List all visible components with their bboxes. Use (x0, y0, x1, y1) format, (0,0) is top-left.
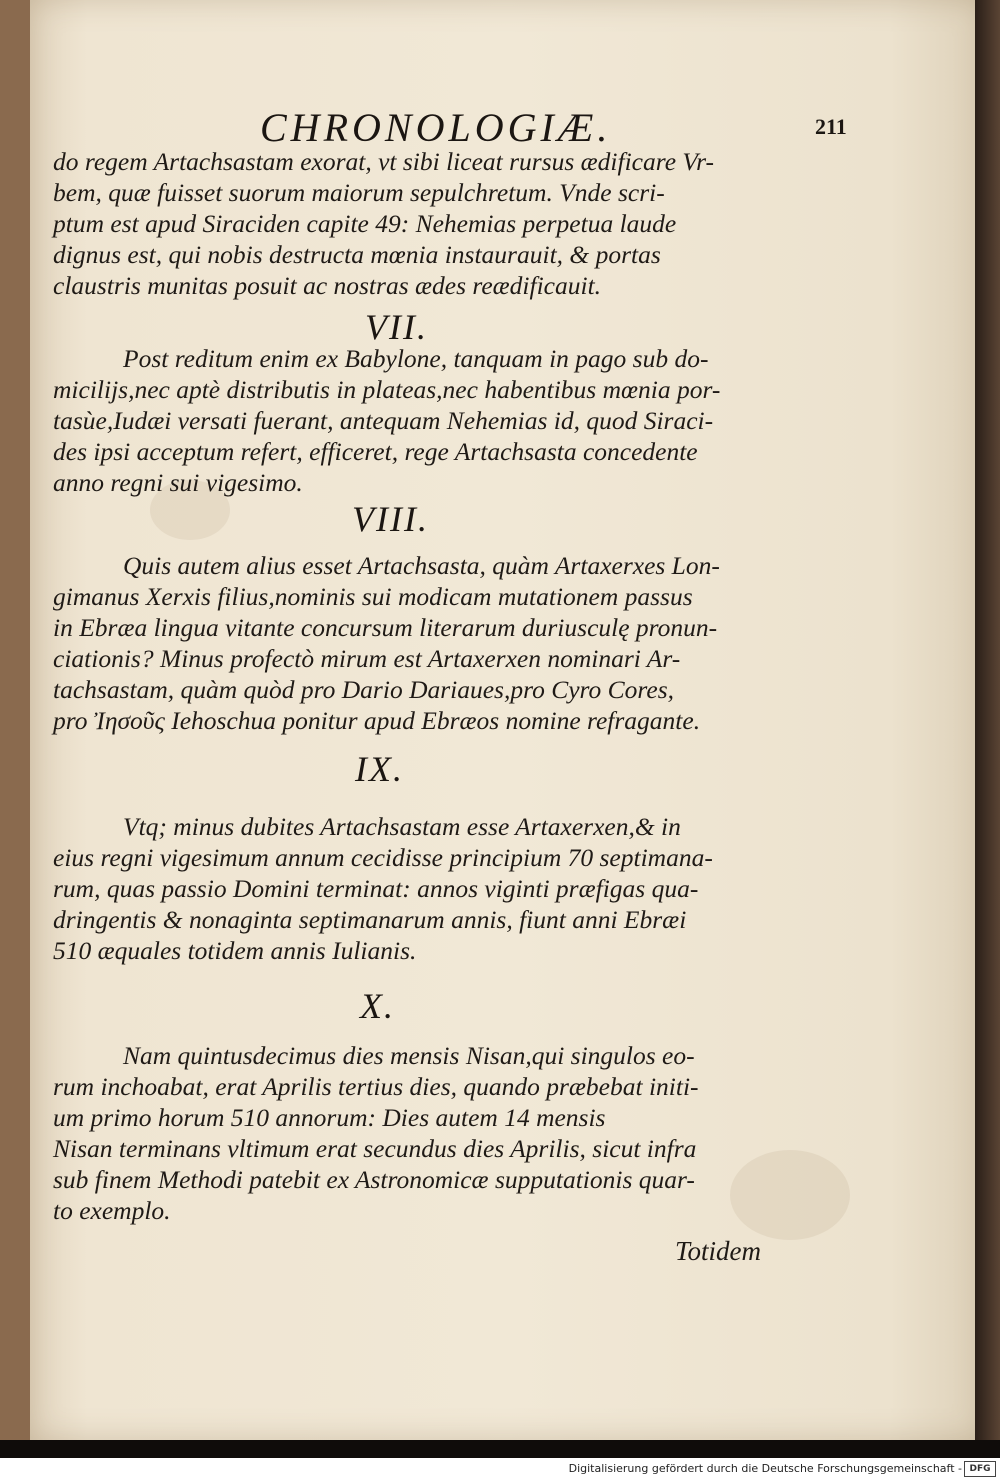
paragraph-section-7 (53, 343, 813, 498)
paragraph-section-9 (53, 811, 813, 966)
footer-credit: Digitalisierung gefördert durch die Deutsche Forschungsgemeinschaft - (568, 1462, 962, 1475)
paragraph-section-10 (53, 1040, 813, 1226)
text-line: dignus est, qui nobis destructa mœnia instaurauit, & portas (53, 240, 661, 269)
text-line: Nisan terminans vltimum erat secundus dies Aprilis, sicut infra (53, 1134, 697, 1163)
text-line: tachsastam, quàm quòd pro Dario Dariaues,pro Cyro Cores, (53, 675, 674, 704)
text-line: do regem Artachsastam exorat, vt sibi liceat rursus ædificare Vr- (53, 147, 715, 176)
text-line: tasùe,Iudæi versati fuerant, antequam Nehemias id, quod Siraci- (53, 406, 714, 435)
catchword: Totidem (675, 1236, 762, 1266)
text-line: ptum est apud Siraciden capite 49: Nehemias perpetua laude (53, 209, 677, 238)
text-line: in Ebræa lingua vitante concursum literarum duriusculę pronun- (53, 613, 718, 642)
section-heading: IX. (355, 749, 404, 789)
text-line: um primo horum 510 annorum: Dies autem 14 mensis (53, 1103, 606, 1132)
text-line: to exemplo. (53, 1196, 171, 1225)
text-line: sub finem Methodi patebit ex Astronomicæ supputationis quar- (53, 1165, 695, 1194)
text-line: Quis autem alius esset Artachsasta, quàm Artaxerxes Lon- (123, 551, 720, 580)
section-heading: VII. (365, 307, 428, 347)
text-line: rum, quas passio Domini terminat: annos viginti præfigas qua- (53, 874, 699, 903)
text-line: dringentis & nonaginta septimanarum annis, fiunt anni Ebræi (53, 905, 687, 934)
digitization-footer (0, 1458, 1000, 1479)
text-line: eius regni vigesimum annum cecidisse principium 70 septimana- (53, 843, 713, 872)
text-line: 510 æquales totidem annis Iulianis. (53, 936, 417, 965)
page-edge (975, 0, 1000, 1440)
text-line: claustris munitas posuit ac nostras ædes reædificauit. (53, 271, 602, 300)
text-line: rum inchoabat, erat Aprilis tertius dies, quando præbebat initi- (53, 1072, 699, 1101)
paragraph-opening (53, 146, 813, 301)
text-line: bem, quæ fuisset suorum maiorum sepulchretum. Vnde scri- (53, 178, 665, 207)
text-line: des ipsi acceptum refert, efficeret, rege Artachsasta concedente (53, 437, 698, 466)
scan-bottom-edge (0, 1440, 1000, 1458)
section-heading: VIII. (352, 499, 429, 539)
text-line: pro Ἰησοῦς Iehoschua ponitur apud Ebræos nomine refragante. (53, 706, 701, 735)
text-line: Post reditum enim ex Babylone, tanquam in pago sub do- (123, 344, 709, 373)
text-line: Vtq; minus dubites Artachsastam esse Artaxerxen,& in (123, 812, 681, 841)
text-line: ciationis? Minus profectò mirum est Artaxerxen nominari Ar- (53, 644, 681, 673)
text-line: gimanus Xerxis filius,nominis sui modicam mutationem passus (53, 582, 693, 611)
paragraph-section-8 (53, 550, 813, 736)
section-heading: X. (360, 986, 395, 1026)
running-head: CHRONOLOGIÆ. (260, 105, 612, 150)
text-line: anno regni sui vigesimo. (53, 468, 303, 497)
text-line: micilijs,nec aptè distributis in plateas,nec habentibus mœnia por- (53, 375, 721, 404)
text-line: Nam quintusdecimus dies mensis Nisan,qui singulos eo- (123, 1041, 695, 1070)
page-number: 211 (815, 114, 847, 139)
dfg-logo-icon: DFG (964, 1461, 996, 1477)
